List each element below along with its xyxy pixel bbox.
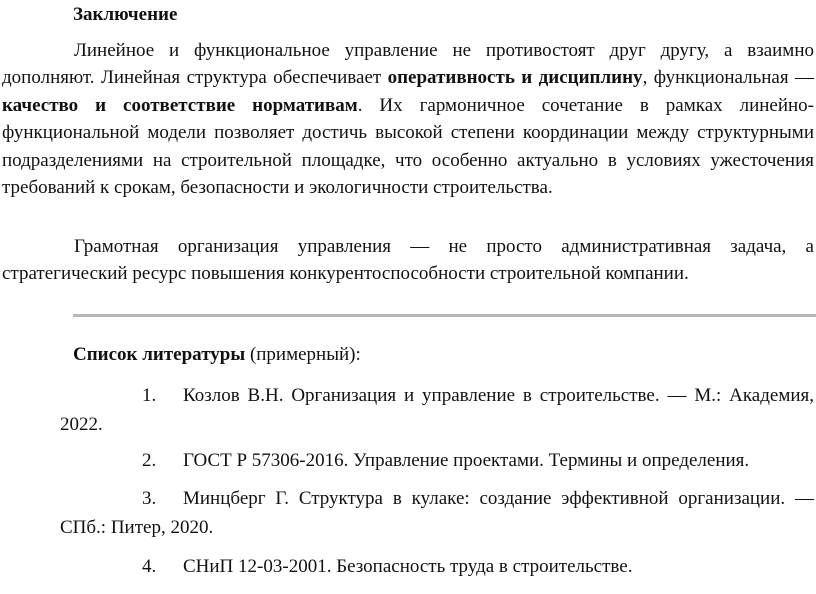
references-heading [73, 343, 361, 367]
reference-text: ГОСТ Р 57306-2016. Управление проектами. Термины и определения. [183, 450, 750, 471]
reference-number: 2. [142, 450, 157, 471]
paragraph-text: . Их гармоничное сочетание в рамках линейно-функциональной модели позволяет достичь высокой степени координации между структурными подразделениями на строительной площадке, что особенно актуально в условиях ужесточения требований к срокам, безопасности и экологичности строительства. [2, 94, 815, 199]
bold-phrase-quality: качество и соответствие нормативам [2, 94, 358, 116]
section-divider [73, 314, 816, 317]
references-heading-bold: Список литературы [73, 344, 246, 365]
conclusion-paragraph-2: Грамотная организация управления — не просто административная задача, а стратегический ресурс повышения конкурентоспособности строительной компании. [2, 236, 814, 285]
reference-text: СНиП 12-03-2001. Безопасность труда в строительстве. [183, 556, 633, 577]
bold-phrase-operativeness: оперативность и дисциплину [387, 67, 643, 89]
conclusion-paragraph-1 [2, 37, 814, 201]
reference-item [60, 484, 814, 542]
paragraph-text: Линейное и функциональное управление не противостоят друг другу, а взаимно дополняют. Линейная структура обеспечивает [2, 40, 814, 89]
references-heading-note: (примерный): [245, 344, 361, 365]
reference-text: Козлов В.Н. Организация и управление в строительстве. — М.: Академия, 2022. [60, 385, 814, 435]
reference-number: 1. [142, 385, 157, 406]
reference-text: Минцберг Г. Структура в кулаке: создание эффективной организации. — СПб.: Питер, 2020. [60, 488, 814, 538]
conclusion-heading: Заключение [73, 4, 178, 25]
reference-number: 4. [142, 556, 157, 577]
reference-number: 3. [142, 488, 157, 509]
paragraph-text: , функциональная — [642, 67, 814, 89]
reference-item [60, 552, 814, 581]
reference-item [60, 381, 814, 439]
reference-item [60, 446, 814, 475]
